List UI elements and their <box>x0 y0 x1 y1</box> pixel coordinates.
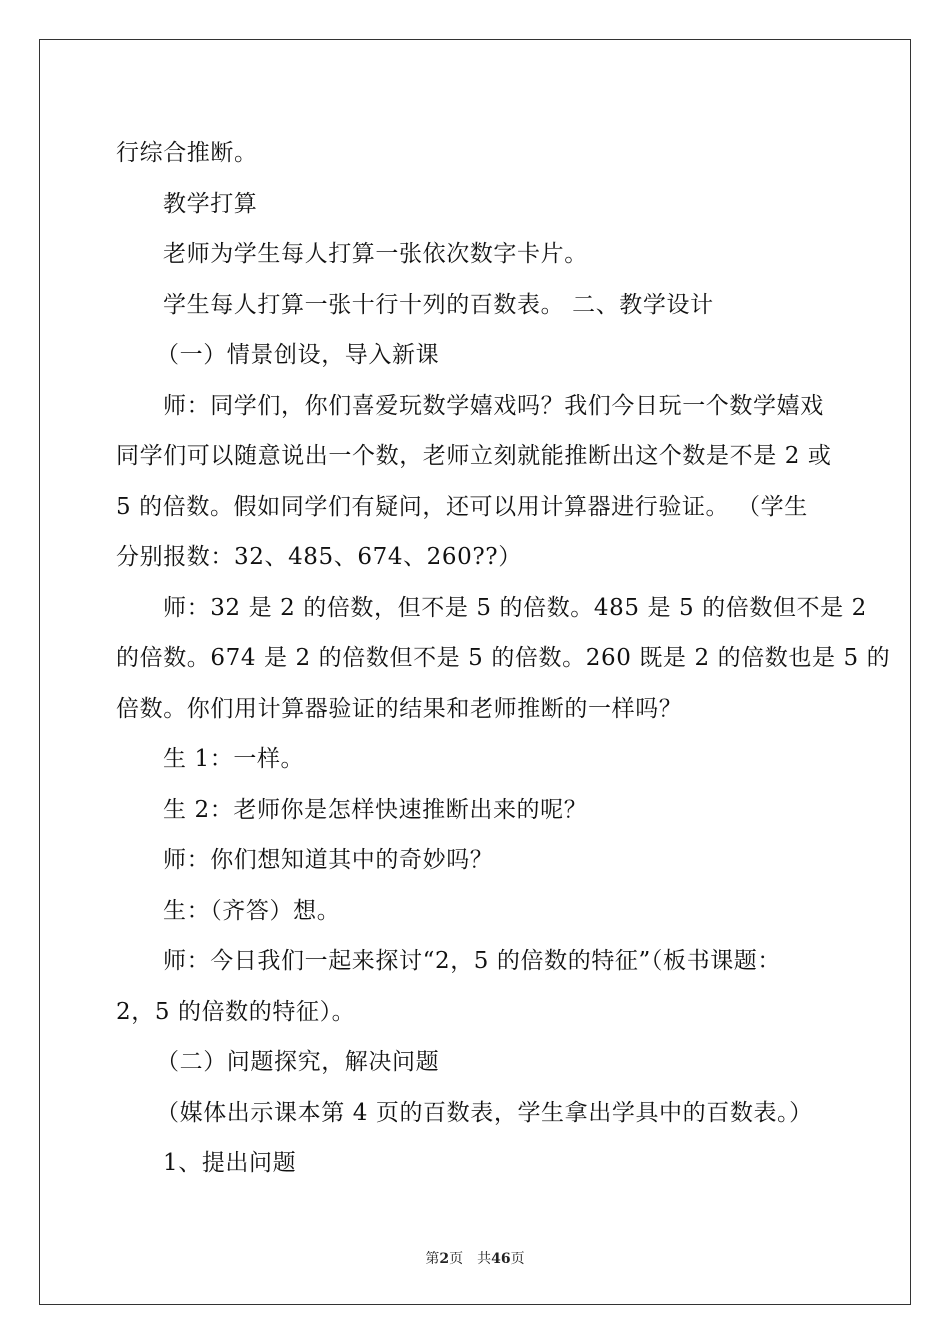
paragraph-line: 的倍数。674 是 2 的倍数但不是 5 的倍数。260 既是 2 的倍数也是 5 的 <box>116 645 891 671</box>
section-heading-teaching-prep: 教学打算 <box>163 190 258 217</box>
section-heading-situation: （一）情景创设，导入新课 <box>156 342 440 368</box>
footer-total-prefix: 共 <box>477 1251 492 1267</box>
footer-total-pages: 46 <box>491 1251 511 1267</box>
dialogue-line: 师：今日我们一起来探讨“2，5 的倍数的特征”（板书课题： <box>163 948 781 974</box>
page-footer <box>0 1248 950 1268</box>
paragraph-line: 老师为学生每人打算一张依次数字卡片。 <box>163 241 588 267</box>
paragraph-line: 2，5 的倍数的特征）。 <box>116 998 356 1025</box>
dialogue-line: 生 1：一样。 <box>163 746 305 772</box>
paragraph-line: 同学们可以随意说出一个数，老师立刻就能推断出这个数是不是 2 或 <box>116 443 832 469</box>
footer-page-current: 2 <box>439 1251 450 1267</box>
section-heading-inquiry: （二）问题探究，解决问题 <box>156 1049 440 1075</box>
footer-page-suffix: 页 <box>449 1251 464 1267</box>
dialogue-line: 师：你们想知道其中的奇妙吗？ <box>163 847 494 873</box>
dialogue-line: 生：（齐答）想。 <box>163 897 341 924</box>
footer-page-prefix: 第 <box>425 1251 440 1267</box>
paragraph-line: 师：同学们，你们喜爱玩数学嬉戏吗？我们今日玩一个数学嬉戏 <box>163 392 824 419</box>
paragraph-line: 师：32 是 2 的倍数，但不是 5 的倍数。485 是 5 的倍数但不是 2 <box>163 594 867 621</box>
paragraph-line: 行综合推断。 <box>116 140 258 166</box>
numbered-item: 1、提出问题 <box>163 1150 297 1176</box>
paragraph-line: （媒体出示课本第 4 页的百数表，学生拿出学具中的百数表。） <box>156 1099 813 1126</box>
document-body <box>116 128 891 1189</box>
footer-total-suffix: 页 <box>510 1251 525 1267</box>
paragraph-line: 学生每人打算一张十行十列的百数表。 二、教学设计 <box>163 291 714 318</box>
paragraph-line: 倍数。你们用计算器验证的结果和老师推断的一样吗？ <box>116 695 683 722</box>
dialogue-line: 生 2：老师你是怎样快速推断出来的呢？ <box>163 796 588 823</box>
paragraph-line: 分别报数：32、485、674、260??） <box>116 544 522 570</box>
paragraph-line: 5 的倍数。假如同学们有疑问，还可以用计算器进行验证。 （学生 <box>116 493 808 520</box>
